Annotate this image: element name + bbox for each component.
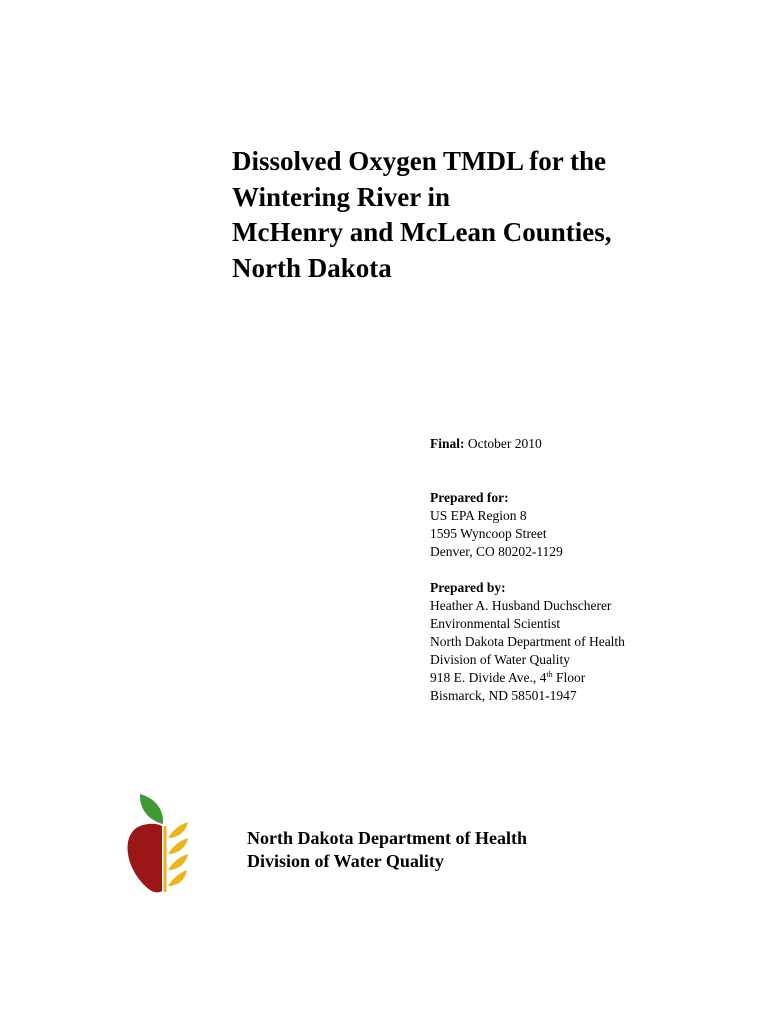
prepared-by-line: Environmental Scientist: [430, 616, 561, 631]
document-title: [232, 144, 732, 286]
prepared-for-line: 1595 Wyncoop Street: [430, 526, 547, 541]
final-date: [430, 435, 750, 453]
prepared-by-line: Heather A. Husband Duchscherer: [430, 598, 612, 613]
organization-line-1: North Dakota Department of Health: [247, 828, 527, 848]
prepared-for-line: Denver, CO 80202-1129: [430, 544, 563, 559]
title-line-2: Wintering River in: [232, 181, 451, 212]
final-label: Final:: [430, 436, 465, 451]
prepared-by-label: Prepared by:: [430, 580, 506, 595]
prepared-by-address: 918 E. Divide Ave., 4th Floor: [430, 670, 586, 685]
prepared-for-block: [430, 489, 750, 561]
prepared-by-line: Division of Water Quality: [430, 652, 571, 667]
prepared-by-city: Bismarck, ND 58501-1947: [430, 688, 577, 703]
title-line-4: North Dakota: [232, 252, 392, 283]
organization-name: [247, 827, 527, 873]
prepared-for-label: Prepared for:: [430, 490, 509, 505]
leaf-shape: [140, 794, 163, 824]
final-value: October 2010: [467, 436, 542, 451]
organization-line-2: Division of Water Quality: [247, 851, 444, 871]
prepared-by-block: [430, 579, 750, 705]
apple-shape: [128, 824, 163, 893]
wheat-stalk: [164, 826, 167, 892]
title-line-3: McHenry and McLean Counties,: [232, 217, 612, 247]
apple-wheat-logo-icon: [124, 790, 190, 896]
prepared-for-line: US EPA Region 8: [430, 508, 527, 523]
prepared-by-line: North Dakota Department of Health: [430, 634, 625, 649]
title-line-1: Dissolved Oxygen TMDL for the: [232, 146, 607, 176]
